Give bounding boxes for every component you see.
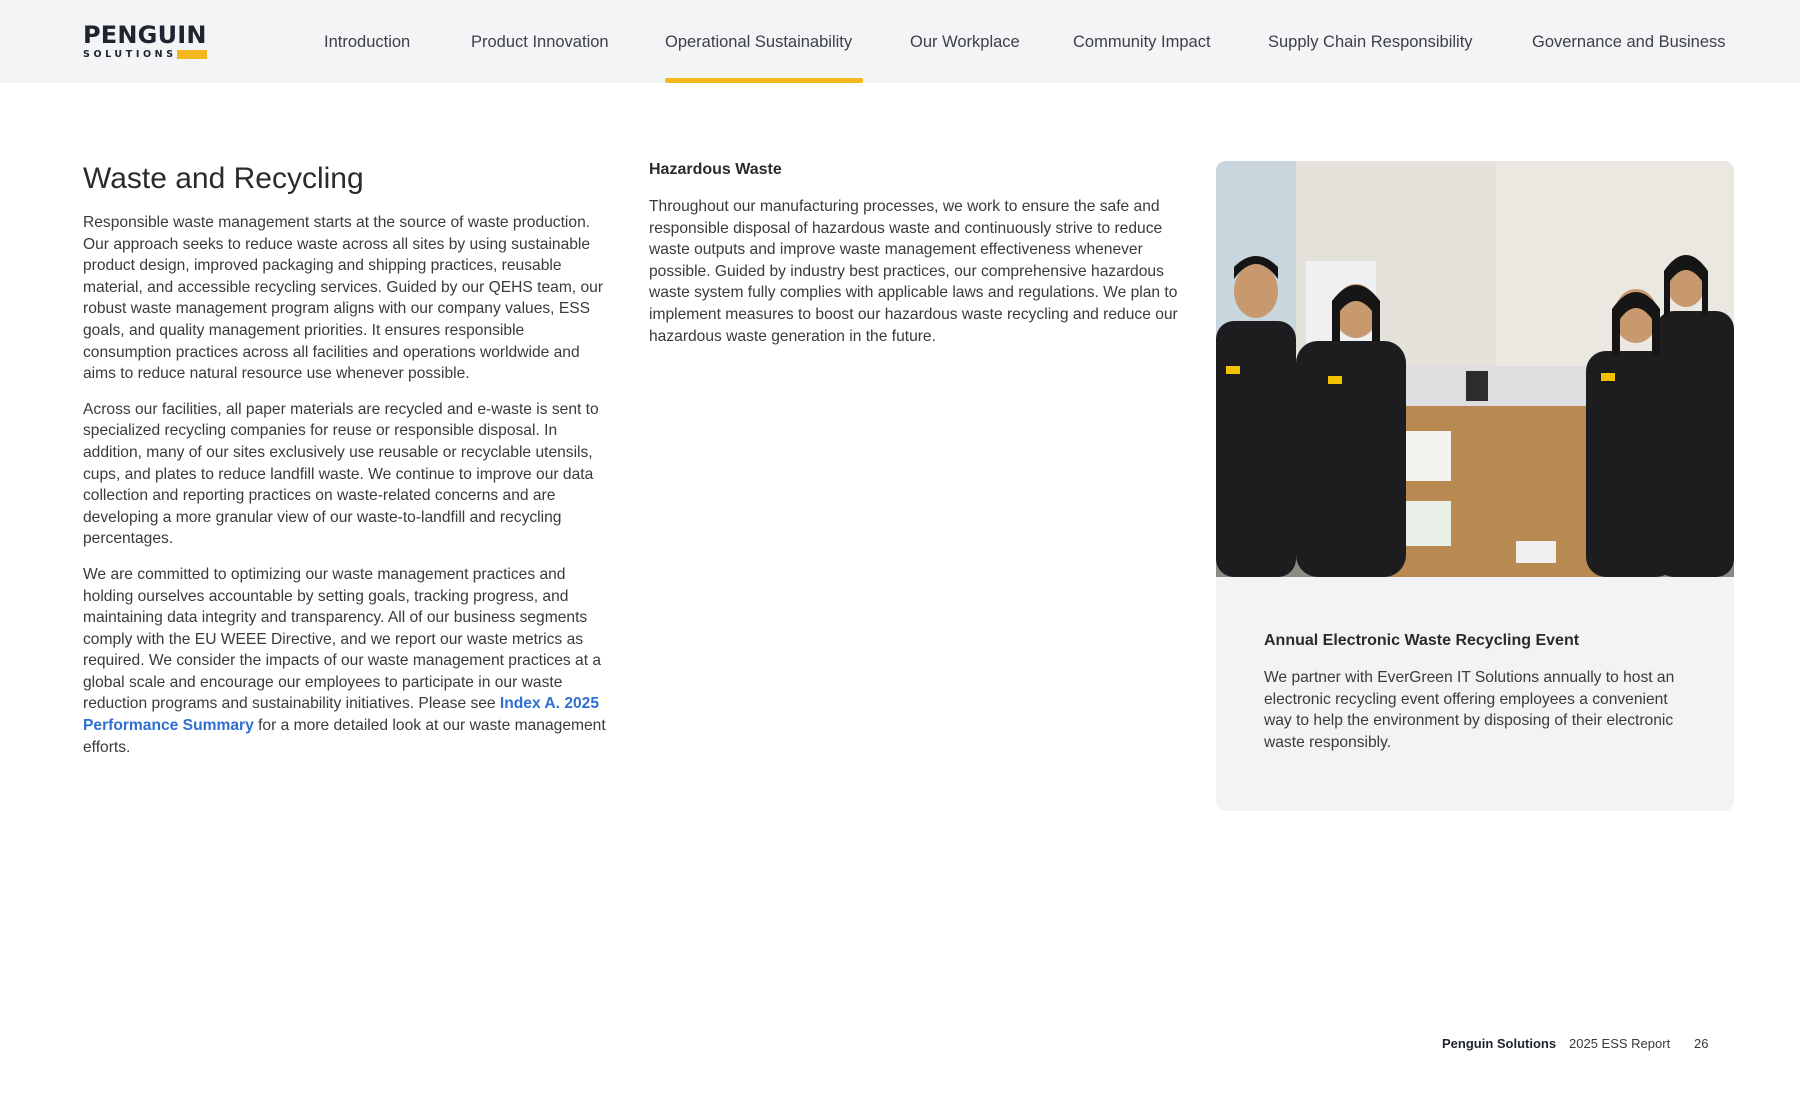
page-title: Waste and Recycling — [83, 162, 364, 195]
footer-company: Penguin Solutions — [1442, 1036, 1557, 1051]
penguin-solutions-logo[interactable] — [83, 22, 213, 62]
nav-our-workplace[interactable]: Our Workplace — [910, 33, 1020, 51]
active-tab-indicator — [665, 78, 863, 83]
logo-subtext: SOLUTIONS — [83, 49, 177, 60]
event-body: We partner with EverGreen IT Solutions annually to host an electronic recycling event offering employees a convenient way to help the environment by disposing of their electronic waste responsibly. — [1264, 669, 1675, 751]
event-heading: Annual Electronic Waste Recycling Event — [1264, 632, 1580, 649]
footer-page-number: 26 — [1694, 1036, 1709, 1051]
nav-community-impact[interactable]: Community Impact — [1073, 33, 1211, 51]
performance-summary-link[interactable]: Index A. 2025 Performance Summary — [83, 695, 600, 735]
paragraph-1: Responsible waste management starts at the source of waste production. Our approach seeks to reduce waste across all sites by using sustainable product design, improved packaging and shipping practices, reusable material, and accessible recycling services. Guided by our QEHS team, our robust waste management program aligns with our company values, ESS goals, and quality management priorities. It ensures responsible consumption practices across all facilities and operations worldwide and aims to reduce natural resource use whenever possible. — [83, 214, 604, 383]
nav-introduction[interactable]: Introduction — [324, 33, 411, 51]
footer-report-name: 2025 ESS Report — [1569, 1036, 1671, 1051]
recycling-event-photo — [1216, 161, 1734, 577]
logo-wordmark: PENGUIN — [83, 21, 207, 49]
hazardous-waste-heading: Hazardous Waste — [649, 161, 782, 178]
hazardous-waste-body: Throughout our manufacturing processes, we work to ensure the safe and responsible disposal of hazardous waste and continuously strive to reduce waste outputs and improve waste management effectiveness whenever possible. Guided by industry best practices, our comprehensive hazardous waste system fully complies with applicable laws and regulations. We plan to implement measures to boost our hazardous waste recycling and reduce our hazardous waste generation in the future. — [649, 198, 1178, 345]
nav-supply-chain-responsibility[interactable]: Supply Chain Responsibility — [1268, 33, 1473, 51]
paragraph-3-text: We are committed to optimizing our waste management practices and holding ourselves accountable by setting goals, tracking progress, and maintaining data integrity and transparency. All of our business segments comply with the EU WEEE Directive, and we report our waste metrics as required. We consider the impacts of our waste management practices at a global scale and encourage our employees to participate in our waste reduction programs and sustainability initiatives. Please see — [83, 565, 602, 713]
logo-accent-bar — [177, 50, 207, 59]
nav-operational-sustainability[interactable]: Operational Sustainability — [665, 33, 853, 51]
recycling-event-card — [1216, 161, 1734, 811]
paragraph-3 — [83, 564, 613, 758]
top-nav-bar — [0, 0, 1800, 83]
nav-product-innovation[interactable]: Product Innovation — [471, 33, 609, 51]
nav-governance-and-business[interactable]: Governance and Business — [1532, 33, 1726, 51]
event-description — [1264, 631, 1694, 767]
waste-recycling-section — [83, 160, 613, 772]
paragraph-3-tail: for a more detailed look at our waste management efforts. — [83, 717, 606, 756]
paragraph-2: Across our facilities, all paper materials are recycled and e-waste is sent to specialized recycling companies for reuse or responsible disposal. In addition, many of our sites exclusively use reusable or recyclable utensils, cups, and plates to reduce landfill waste. We continue to improve our data collection and reporting practices on waste-related concerns and are developing a more granular view of our waste-to-landfill and recycling percentages. — [83, 400, 599, 548]
hazardous-waste-section — [649, 160, 1179, 361]
